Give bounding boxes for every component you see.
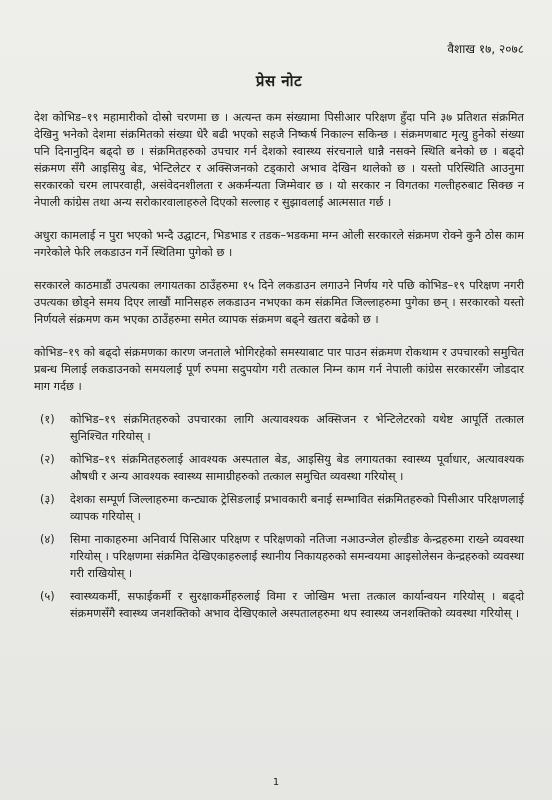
list-item-text: सिमा नाकाहरुमा अनिवार्य पिसिआर परिक्षण र परिक्षणको नतिजा नआउन्जेल होल्डीङ केन्द्रहरुमा राख्ने व्यवस्था गरियोस् । परिक्षणमा संक्रमित देखिएकाहरुलाई स्थानीय निकायहरुको समन्वयमा आइसोलेसन केन्द्रहरुको व्यवस्था गरी राखियोस् । bbox=[70, 533, 524, 580]
list-item-number: (३) bbox=[40, 493, 55, 506]
list-item bbox=[34, 491, 524, 525]
page-number: 1 bbox=[272, 777, 280, 788]
paragraph-3: सरकारले काठमाडौं उपत्यका लगायतका ठाउँहरुमा १५ दिने लकडाउन लगाउने निर्णय गरे पछि कोभिड–१९ परिक्षण नगरी उपत्यका छोड्ने समय दिएर लाखौं मानिसहरु लकडाउन नभएका कम संक्रमित जिल्लाहरुमा पुगेका छन् । सरकारको यस्तो निर्णयले संक्रमण कम भएका ठाउँहरुमा समेत व्यापक संक्रमण बढ्ने खतरा बढेको छ । bbox=[34, 279, 524, 326]
document-title: प्रेस नोट bbox=[255, 72, 303, 90]
list-item-number: (५) bbox=[40, 590, 55, 603]
list-item-number: (२) bbox=[40, 453, 55, 466]
paragraph-4: कोभिड–१९ को बढ्दो संक्रमणका कारण जनताले भोगिरहेको समस्याबाट पार पाउन संक्रमण रोकथाम र उपचारको समुचित प्रबन्ध मिलाई लकडाउनको समयलाई पूर्ण रुपमा सदुपयोग गरी तत्काल निम्न काम गर्न नेपाली कांग्रेस सरकारसँग जोडदार माग गर्दछ । bbox=[34, 346, 524, 393]
list-item-number: (४) bbox=[40, 533, 55, 546]
list-item-text: देशका सम्पूर्ण जिल्लाहरुमा कन्ट्याक ट्रेसिङलाई प्रभावकारी बनाई सम्भावित संक्रमितहरुको पिसीआर परिक्षणलाई व्यापक गरियोस् । bbox=[70, 493, 524, 523]
list-item bbox=[34, 411, 524, 445]
paragraph-1: देश कोभिड–१९ महामारीको दोस्रो चरणमा छ । अत्यन्त कम संख्यामा पिसीआर परिक्षण हुँदा पनि ३७ प्रतिशत संक्रमित देखिनु भनेको देशमा संक्रमितको संख्या धेरै बढी भएको सहजै निष्कर्ष निकाल्न सकिन्छ । संक्रमणबाट मृत्यु हुनेको संख्या पनि दिनानुदिन बढ्दो छ । संक्रमितहरुको उपचार गर्न देशको स्वास्थ्य संरचनाले धान्नै नसक्ने स्थिति बनेको छ । बढ्दो संक्रमण सँगै आइसियु बेड, भेन्टिलेटर र अक्सिजनको टड्कारो अभाव देखिन थालेको छ । यस्तो परिस्थिति आउनुमा सरकारको चरम लापरवाही, असंवेदनशीलता र अकर्मन्यता जिम्मेवार छ । यो सरकार न विगतका गल्तीहरुबाट सिक्छ न नेपाली कांग्रेस तथा अन्य सरोकारवालाहरुले दिएको सल्लाह र सुझावलाई आत्मसात गर्छ । bbox=[34, 111, 524, 209]
document-date: वैशाख १७, २०७८ bbox=[447, 42, 524, 56]
list-item bbox=[34, 531, 524, 582]
list-item bbox=[34, 451, 524, 485]
paragraph-2: अधुरा कामलाई न पुरा भएको भन्दै उद्घाटन, भिडभाड र तडक–भडकमा मग्न ओली सरकारले संक्रमण रोक्ने कुनै ठोस काम नगरेकोले फेरि लकडाउन गर्ने स्थितिमा पुगेको छ । bbox=[34, 229, 524, 259]
list-item bbox=[34, 588, 524, 622]
demand-list bbox=[34, 411, 524, 622]
list-item-text: स्वास्थ्यकर्मी, सफाईकर्मी र सुरक्षाकर्मीहरुलाई विमा र जोखिम भत्ता तत्काल कार्यान्वयन गरियोस् । बढ्दो संक्रमणसँगै स्वास्थ्य जनशक्तिको अभाव देखिएकाले अस्पतालहरुमा थप स्वास्थ्य जनशक्तिको व्यवस्था गरियोस् । bbox=[70, 590, 524, 620]
list-item-text: कोभिड–१९ संक्रमितहरुलाई आवश्यक अस्पताल बेड, आइसियु बेड लगायतका स्वास्थ्य पूर्वाधार, अत्यावश्यक औषधी र अन्य आवश्यक स्वास्थ्य सामाग्रीहरुको तत्काल समुचित व्यवस्था गरियोस् । bbox=[70, 453, 524, 483]
list-item-number: (१) bbox=[40, 413, 55, 426]
list-item-text: कोभिड–१९ संक्रमितहरुको उपचारका लागि अत्यावश्यक अक्सिजन र भेन्टिलेटरको यथेष्ट आपूर्ति तत्काल सुनिश्चित गरियोस् । bbox=[70, 413, 524, 443]
